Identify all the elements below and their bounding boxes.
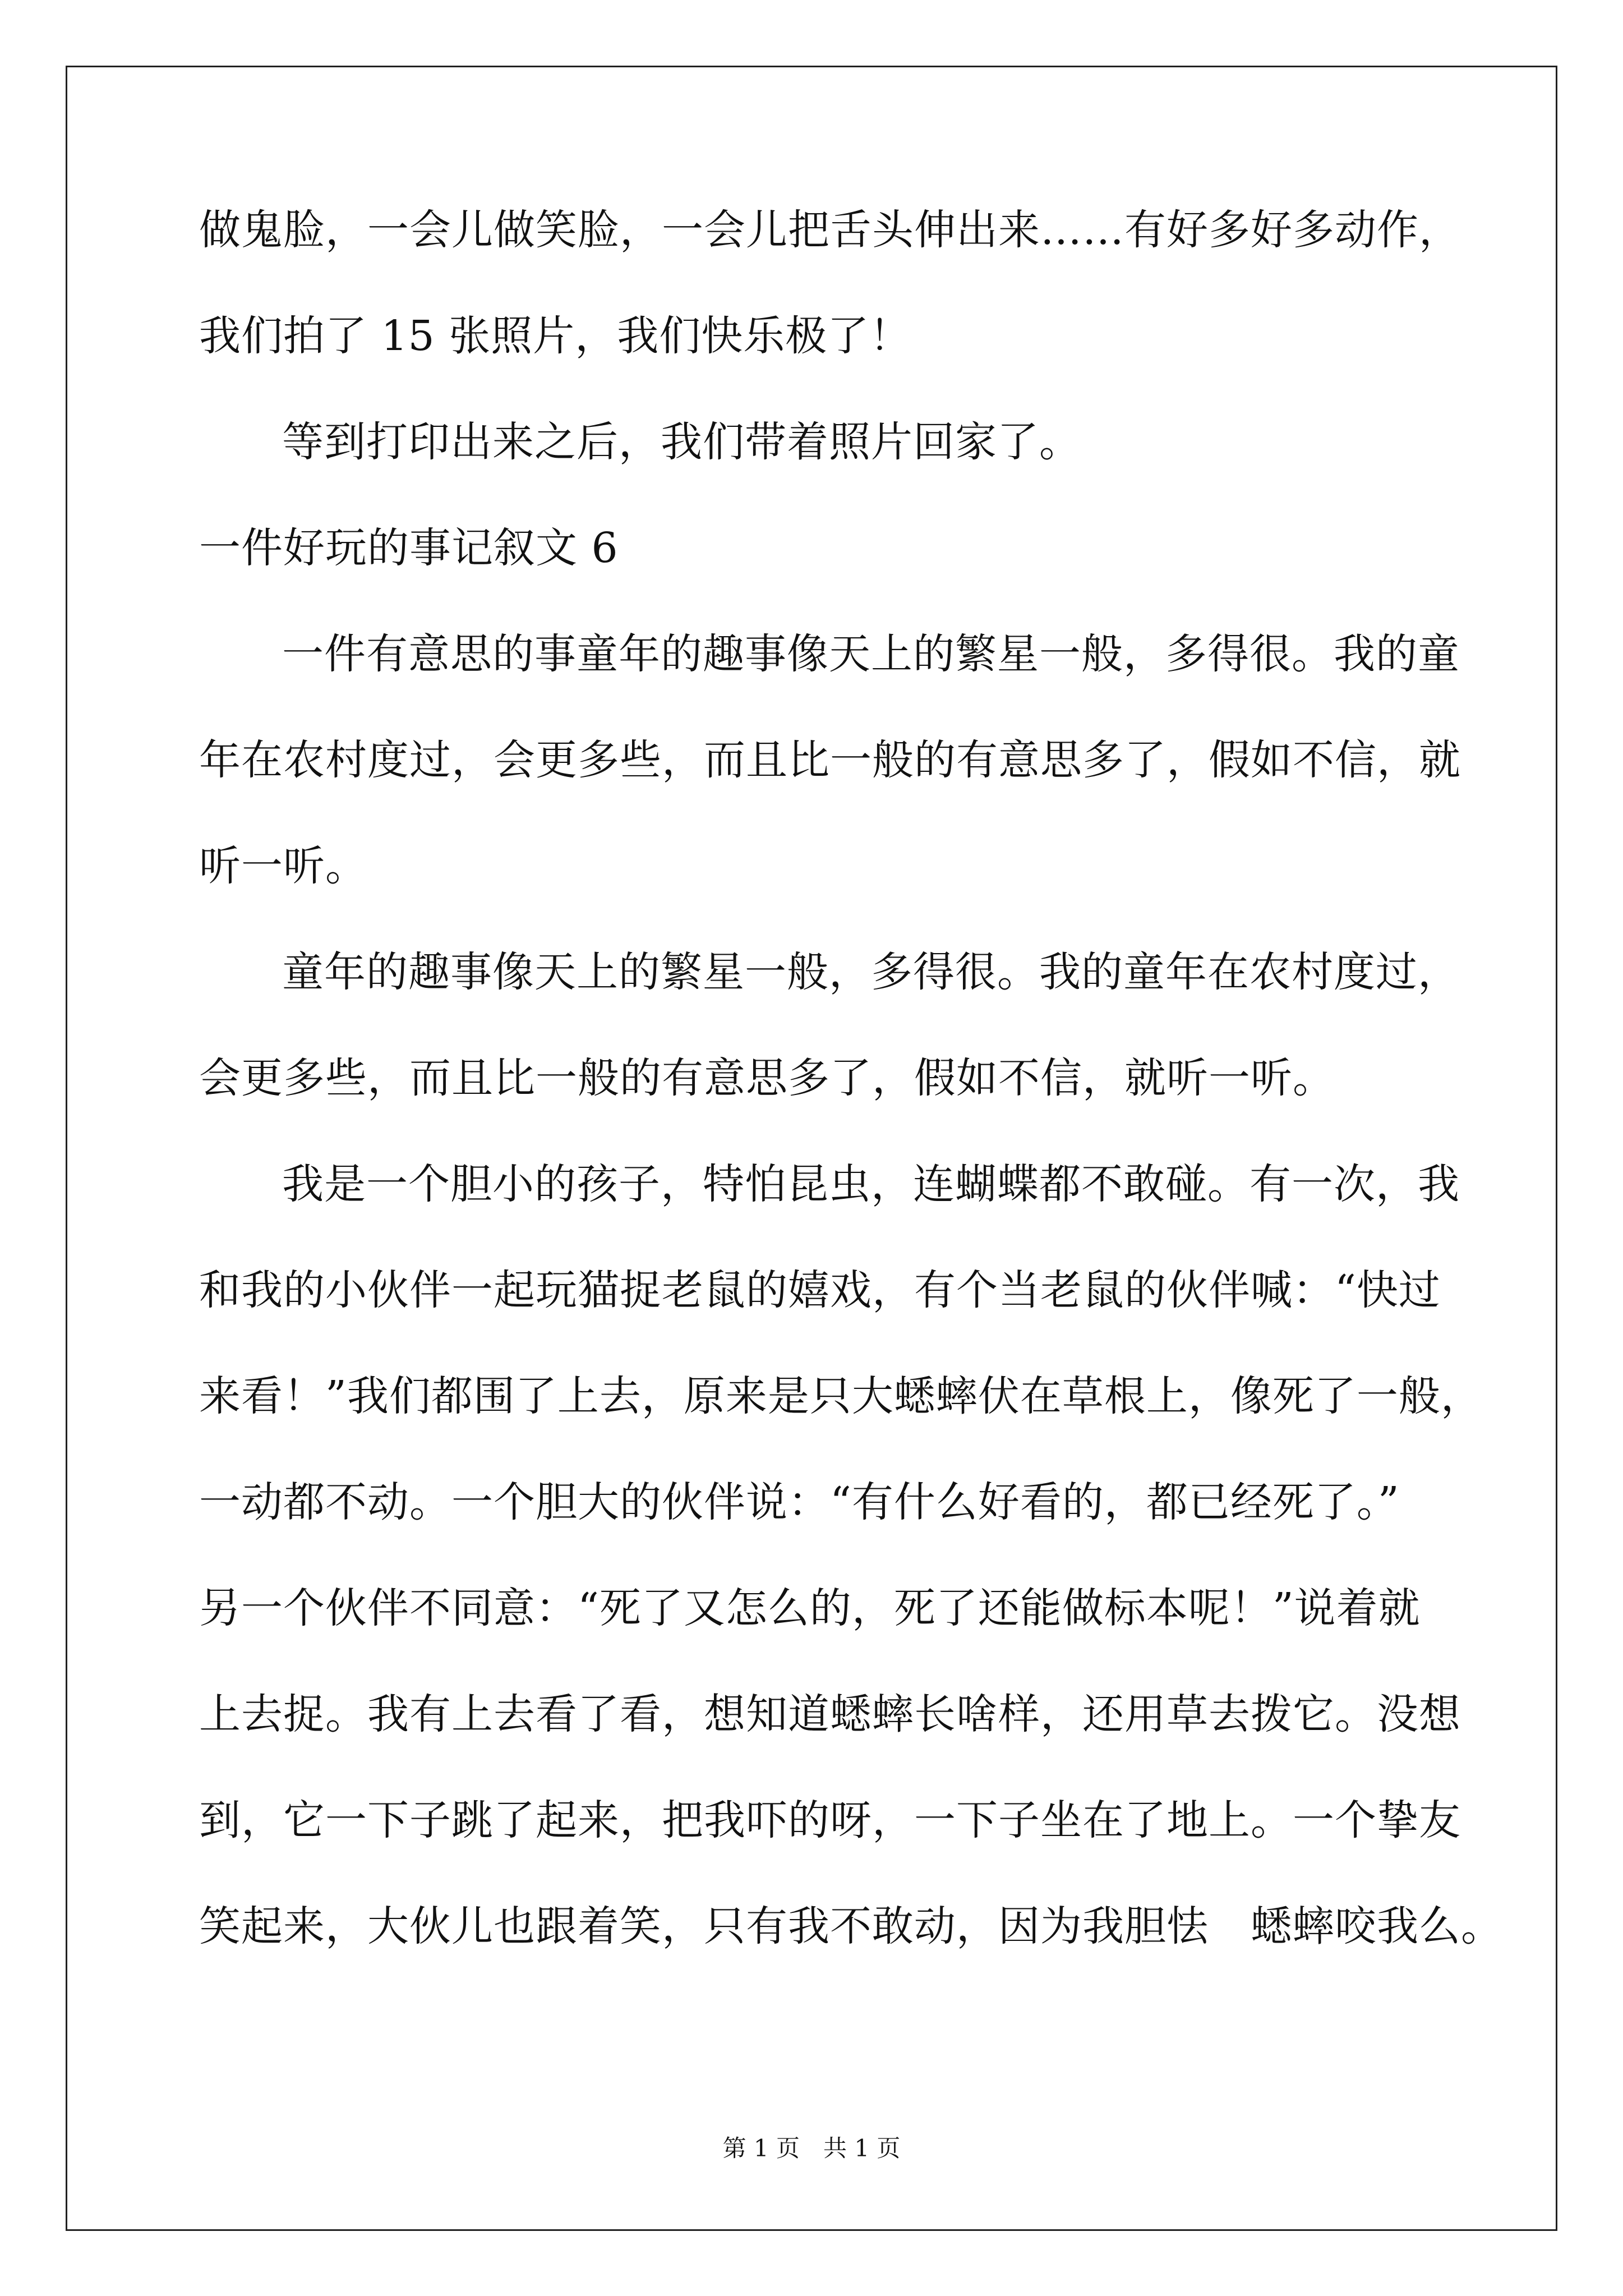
text-line: 到，它一下子跳了起来，把我吓的呀，一下子坐在了地上。一个挚友: [199, 1796, 1461, 1844]
page-footer: 第 1 页 共 1 页: [722, 2134, 901, 2162]
text-line: 和我的小伙伴一起玩猫捉老鼠的嬉戏，有个当老鼠的伙伴喊：“快过: [199, 1266, 1441, 1314]
text-line: 做鬼脸，一会儿做笑脸，一会儿把舌头伸出来……有好多好多动作，: [199, 206, 1461, 254]
text-line: 年在农村度过，会更多些，而且比一般的有意思多了，假如不信，就: [199, 736, 1461, 784]
text-line: 会更多些，而且比一般的有意思多了，假如不信，就听一听。: [199, 1054, 1335, 1102]
text-line: 上去捉。我有上去看了看，想知道蟋蟀长啥样，还用草去拨它。没想: [199, 1690, 1461, 1738]
text-line: 一动都不动。一个胆大的伙伴说：“有什么好看的，都已经死了。”: [199, 1478, 1400, 1526]
paragraph-line: 等到打印出来之后，我们带着照片回家了。: [282, 418, 1081, 466]
section-heading: 一件好玩的事记叙文 6: [199, 524, 619, 572]
paragraph-line: 童年的趣事像天上的繁星一般，多得很。我的童年在农村度过，: [282, 948, 1460, 996]
text-line: 来看！”我们都围了上去，原来是只大蟋蟀伏在草根上，像死了一般，: [199, 1372, 1483, 1420]
text-line: 另一个伙伴不同意：“死了又怎么的，死了还能做标本呢！”说着就: [199, 1584, 1421, 1632]
text-line: 我们拍了 15 张照片，我们快乐极了！: [199, 312, 912, 360]
paragraph-line: 一件有意思的事童年的趣事像天上的繁星一般，多得很。我的童: [282, 630, 1460, 678]
text-line: 听一听。: [199, 842, 367, 890]
paragraph-line: 我是一个胆小的孩子，特怕昆虫，连蝴蝶都不敢碰。有一次，我: [282, 1160, 1460, 1208]
text-line: 笑起来，大伙儿也跟着笑，只有我不敢动，因为我胆怯 蟋蟀咬我么。: [199, 1902, 1503, 1950]
